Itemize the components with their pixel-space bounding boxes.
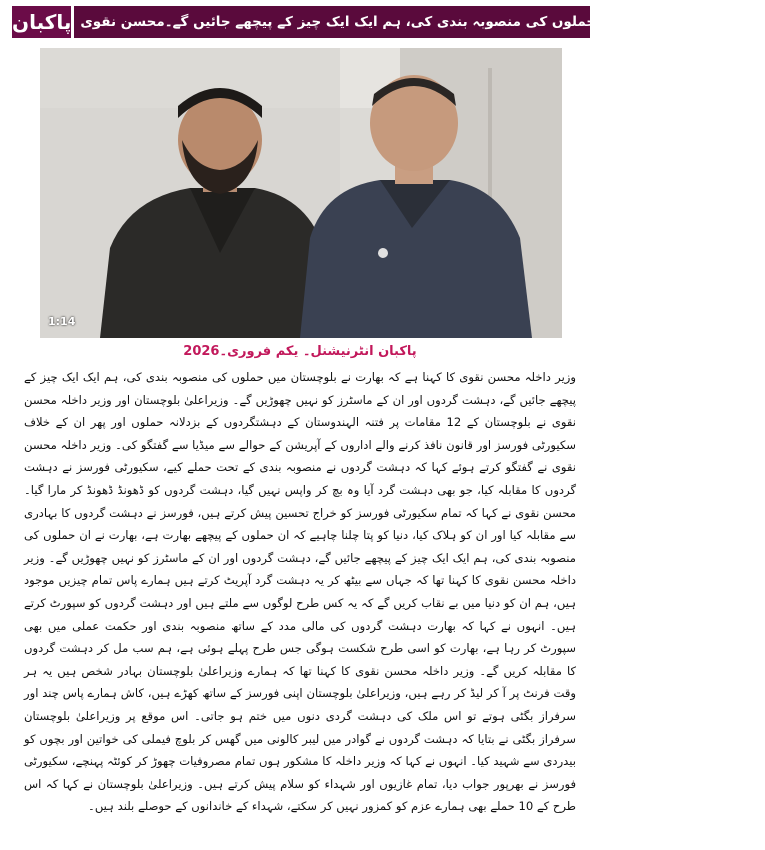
brand-logo[interactable]: پاکبان xyxy=(12,6,74,38)
article-body xyxy=(24,366,576,846)
headline-text: بھارت نے بلوچستان میں حملوں کی منصوبہ بندی کی، ہم ایک ایک چیز کے پیچھے جائیں گے۔محسن نقوی xyxy=(80,14,759,30)
video-timestamp: 1:14 xyxy=(48,315,76,328)
headline-bar xyxy=(12,6,759,38)
news-photo[interactable] xyxy=(40,48,562,338)
photo-illustration xyxy=(40,48,562,338)
byline: پاکبان انٹرنیشنل۔ یکم فروری۔2026 xyxy=(183,344,417,359)
article-paragraph: وزیر داخلہ محسن نقوی کا کہنا ہے کہ بھارت نے بلوچستان میں حملوں کی منصوبہ بندی کی، ہم ایک ایک چیز کے پیچھے جائیں گے، دہشت گردوں اور ان کے ماسٹرز کو نہیں چھوڑیں گے۔ وزیراعلیٰ بلوچستان اور وزیر داخلہ محسن نقوی نے بلوچستان کے 12 مقامات پر فتنہ الہندوستان کے دہشتگردوں کے بزدلانہ حملوں اور پھر ان کے خلاف سکیورٹی فورسز اور قانون نافذ کرنے والے اداروں کے آپریشن کے حوالے سے میڈیا سے گفتگو کی۔ وزیر داخلہ محسن نقوی نے گفتگو کرتے ہوئے کہا کہ دہشت گردوں نے منصوبہ بندی کے تحت حملے کیے، سکیورٹی فورسز نے دہشت گردوں کا مقابلہ کیا، جو بھی دہشت گرد آیا وہ بچ کر واپس نہیں گیا، دہشت گردوں کو ڈھونڈ ڈھونڈ کر مارا گیا۔ محسن نقوی نے کہا کہ تمام سکیورٹی فورسز کو خراج تحسین پیش کرتے ہیں، فورسز نے دہشت گردوں کا بہادری سے مقابلہ کیا اور ان کو ہلاک کیا، دنیا کو پتا چلنا چاہیے کہ ان حملوں کے پیچھے بھارت ہے، بھارت نے ان حملوں کی منصوبہ بندی کی، ہم ایک ایک چیز کے پیچھے جائیں گے، دہشت گردوں اور ان کے ماسٹرز کو نہیں چھوڑیں گے۔ وزیر داخلہ محسن نقوی کا کہنا تھا کہ جہاں سے بیٹھ کر یہ دہشت گرد آپریٹ کرتے ہیں ہمارے پاس تمام چیزیں موجود ہیں، ہم ان کو دنیا میں بے نقاب کریں گے کہ یہ کس طرح لوگوں سے ملتے ہیں اور دہشت گردوں کو سپورٹ کرتے ہیں۔ انہوں نے کہا کہ بھارت دہشت گردوں کی مالی مدد کے ساتھ منصوبہ بندی اور حکمت عملی میں بھی سپورٹ کر رہا ہے، بھارت کو اسی طرح شکست ہوگی جس طرح پہلے ہوئی ہے، ہم سب مل کر دہشت گردوں کا مقابلہ کریں گے۔ وزیر داخلہ محسن نقوی کا کہنا تھا کہ ہمارے وزیراعلیٰ بلوچستان بہادر شخص ہیں یہ ہر وقت فرنٹ پر آ کر لیڈ کر رہے ہیں، وزیراعلیٰ بلوچستان اپنی فورسز کے ساتھ کھڑے ہیں، کاش ہمارے پاس چند اور سرفراز بگٹی ہوتے تو اس ملک کی دہشت گردی دنوں میں ختم ہو جاتی۔ اس موقع پر وزیراعلیٰ بلوچستان سرفراز بگٹی نے بتایا کہ دہشت گردوں نے گوادر میں لیبر کالونی میں گھس کر بلوچ فیملی کی خواتین اور بچوں کو بیدردی سے شہید کیا۔ انہوں نے کہا کہ وزیر داخلہ کا مشکور ہوں تمام مصروفیات چھوڑ کر کوئٹہ پہنچے، سکیورٹی فورسز نے بھرپور جواب دیا، تمام غازیوں اور شہداء کو سلام پیش کرتے ہیں۔ وزیراعلیٰ بلوچستان نے کہا کہ اس طرح کے 10 حملے بھی ہمارے عزم کو کمزور نہیں کر سکتے، شہداء کے خاندانوں کے حوصلے بلند ہیں۔ xyxy=(24,370,576,814)
